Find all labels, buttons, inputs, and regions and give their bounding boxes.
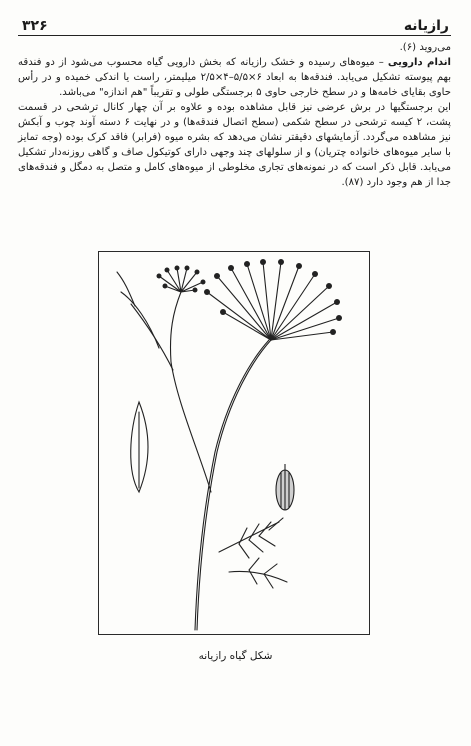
feathery-leaves (219, 518, 287, 588)
figure-caption: شکل گیاه رازیانه (198, 650, 273, 662)
page-number: ۳۲۶ (22, 18, 48, 34)
left-branch (170, 292, 211, 492)
fruit-detail (276, 464, 294, 510)
page-header (22, 8, 449, 34)
section-term: اندام دارویی (387, 57, 451, 68)
paragraph-2: این برجستگیها در برش عرضی نیز قابل مشاهده بوده و علاوه بر آن چهار کانال ترشحی در قسمت پشت، ۲ کیسه ترشحی در سطح شکمی (سطح اتصال فندقه‌ها) و در نهایت ۶ دسته آوند چوب و آبکش نیز مشاهده می‌گردد. آزمایشهای دقیقتر نشان می‌دهد که بشره میوه (فرابر) فاقد کرک بوده (وجه تمایز با سایر میوه‌های خانواده چتریان) و از سلولهای چند وجهی دارای کوتیکول صاف و گاهی روزنه‌دار تشکیل می‌یابد. قابل ذکر است که در نمونه‌های تجاری مخلوطی از میوه‌های کامل و متصل به دمگل و فندقه‌های جدا از هم وجود دارد (۸۷). (18, 102, 451, 188)
paragraph-1 (18, 55, 451, 100)
paragraph-1-text: – میوه‌های رسیده و خشک رازیانه که بخش دارویی گیاه محسوب می‌شود از دو فندقه بهم پیوسته تشکیل می‌یابد. فندقه‌ها به ابعاد ۶×۵/۵–۴×۲/۵ میلیمتر، راست یا اندکی خمیده و در رأس حاوی بقایای خامه‌ها و در سطح خارجی حاوی ۵ برجستگی طولی و تقریباً "هم اندازه" می‌باشد. (18, 57, 451, 98)
running-title: رازیانه (403, 18, 449, 34)
header-rule (18, 35, 451, 36)
large-umbel (207, 262, 339, 340)
main-stem (195, 340, 269, 630)
body-text (18, 40, 451, 190)
line-continuation: می‌روید (۶). (399, 42, 451, 53)
fennel-plant-illustration (99, 252, 368, 633)
figure-frame (98, 251, 370, 635)
